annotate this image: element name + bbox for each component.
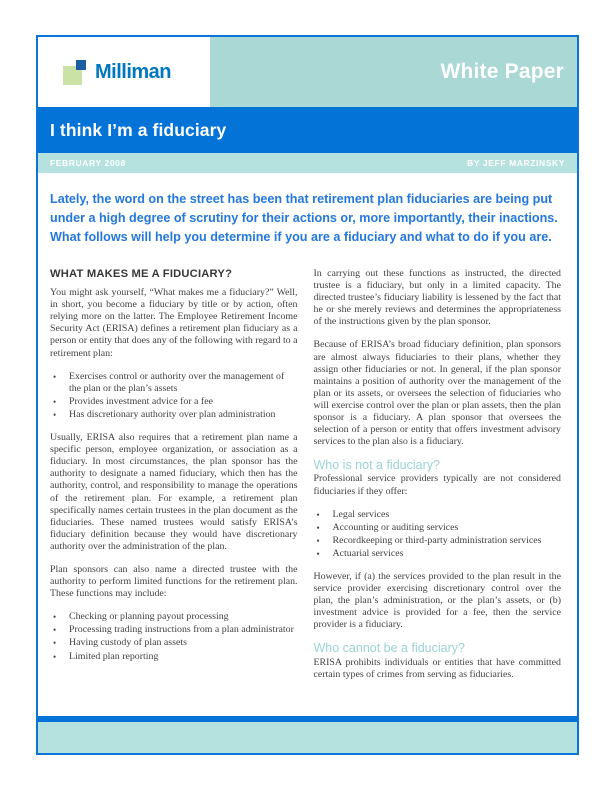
list-item: • Checking or planning payout processing <box>53 611 298 623</box>
body-paragraph: Because of ERISA’s broad fiduciary definition, plan sponsors are almost always fiduciaries to their plans, whether they assign other fiduciaries or not. In general, if the plan sponsor maintains a position of authority over the management of the plan or its assets, or oversees the selection of fiduciaries who will exercise control over the plan or plan assets, then the plan sponsor is a fiduciary. A plan sponsor that oversees the selection of a person or entity that offers investment advisory services to the plan also is a fiduciary. <box>313 339 561 448</box>
logo-wordmark: Milliman <box>95 60 172 83</box>
page-footer <box>38 716 577 753</box>
list-item: • Actuarial services <box>317 548 562 560</box>
non-fiduciary-services-list <box>317 509 562 560</box>
list-item: • Has discretionary authority over plan administration <box>53 409 298 421</box>
left-column <box>50 268 298 692</box>
masthead <box>38 37 577 107</box>
body-paragraph: Usually, ERISA also requires that a retirement plan name a specific person, employee organization, or association as a fiduciary. In most circumstances, the plan sponsor has the authority to designate a named fiduciary, which then has the authority, control, and responsibility to manage the operations of the retirement plan. For example, a retirement plan specifically names certain trustees in the plan document as the fiduciaries. These named trustees would satisfy ERISA’s fiduciary definition because they would have discretionary authority over the administration of the plan. <box>50 432 298 552</box>
right-column <box>314 268 562 692</box>
body-paragraph: In carrying out these functions as instructed, the directed trustee is a fiduciary, but only in a limited capacity. The directed trustee’s fiduciary liability is lessened by the fact that he or she merely reviews and determines the appropriateness of the instructions given by the plan sponsor. <box>313 268 561 328</box>
list-item: • Limited plan reporting <box>53 651 298 663</box>
section-heading-who-cannot-be-a-fiduciary: Who cannot be a fiduciary? <box>313 641 465 656</box>
list-item: • Exercises control or authority over the management of the plan or the plan’s assets <box>53 371 298 395</box>
body-paragraph: Professional service providers typically are not considered fiduciaries if they offer: <box>313 473 561 497</box>
byline: BY JEFF MARZINSKY <box>467 158 565 168</box>
body-paragraph: However, if (a) the services provided to the plan result in the service provider exercising discretionary control over the plan, the plan’s administration, or the plan’s assets, or (b) investment advice is provided for a fee, then the service provider is a fiduciary. <box>313 570 561 631</box>
body-paragraph: You might ask yourself, “What makes me a fiduciary?” Well, in short, you become a fiduciary by title or by action, often relying more on the latter. The Employee Retirement Income Security Act (ERISA) defines a retirement plan fiduciary as a person or entity that does any of the following with regard to a retirement plan: <box>50 287 298 359</box>
body-paragraph: ERISA prohibits individuals or entities that have committed certain types of crimes from serving as fiduciaries. <box>313 656 561 680</box>
doc-type-banner <box>210 37 577 107</box>
intro-abstract: Lately, the word on the street has been that retirement plan fiduciaries are being put under a high degree of scrutiny for their actions or, more importantly, their inactions. What follows will help you determine if you are a fiduciary and what to do if you are. <box>50 192 558 244</box>
body-paragraph: Plan sponsors can also name a directed trustee with the authority to perform limited functions for the retirement plan. These functions may include: <box>50 563 298 600</box>
footer-teal-band <box>38 722 577 753</box>
title-bar <box>38 107 577 153</box>
paper-sheet <box>36 35 579 755</box>
list-item: • Having custody of plan assets <box>53 637 298 649</box>
milliman-logo-icon <box>63 60 88 85</box>
doc-type-label: White Paper <box>440 60 564 83</box>
list-item: • Processing trading instructions from a plan administrator <box>53 624 298 636</box>
milliman-logo <box>38 37 210 107</box>
meta-bar <box>38 153 577 173</box>
publication-date: FEBRUARY 2008 <box>50 158 126 168</box>
list-item: • Recordkeeping or third-party administration services <box>317 535 562 547</box>
list-item: • Accounting or auditing services <box>317 522 562 534</box>
list-item: • Provides investment advice for a fee <box>53 396 298 408</box>
section-heading-who-is-not-a-fiduciary: Who is not a fiduciary? <box>313 458 440 473</box>
fiduciary-actions-list <box>53 371 298 421</box>
logo-blue-square <box>76 60 86 70</box>
list-item: • Legal services <box>317 509 562 521</box>
directed-trustee-functions-list <box>53 611 298 662</box>
section-heading-what-makes-me-a-fiduciary: WHAT MAKES ME A FIDUCIARY? <box>50 268 233 280</box>
body-columns <box>38 247 577 692</box>
page-title: I think I’m a fiduciary <box>50 119 227 140</box>
